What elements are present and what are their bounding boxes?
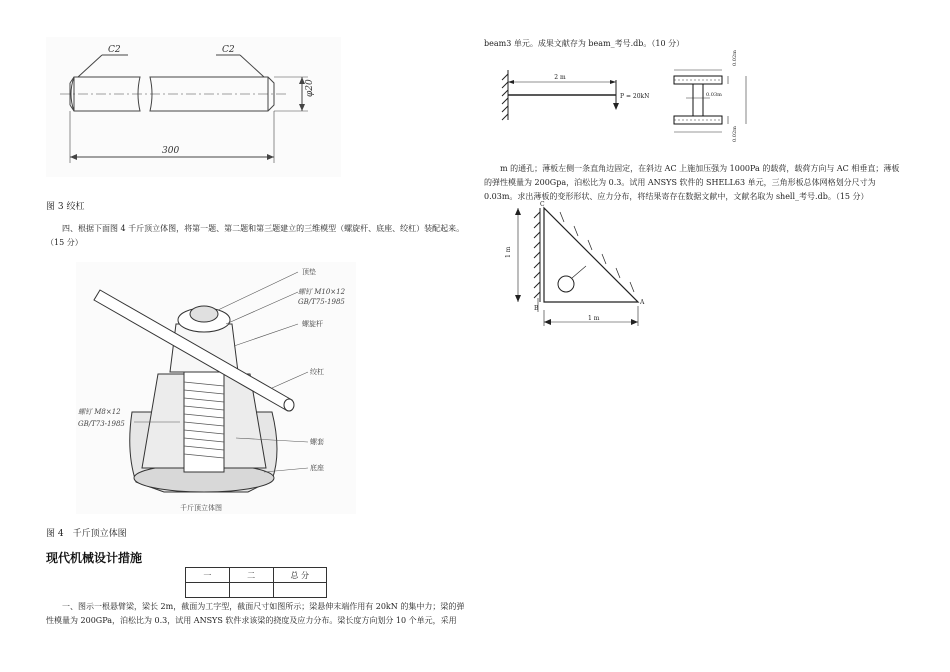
label-tommy-bar: 绞杠	[310, 368, 324, 376]
figure-4-caption: 图 4 千斤顶立体图	[46, 529, 127, 539]
label-base: 底座	[310, 464, 324, 472]
point-b-label: B	[534, 305, 539, 312]
chamfer-left-label: C2	[108, 45, 121, 55]
chamfer-right-label: C2	[222, 45, 235, 55]
label-nut: 螺套	[310, 438, 324, 446]
label-spindle: 螺旋杆	[302, 320, 323, 328]
flange-bottom-label: 0.02m	[732, 126, 738, 142]
beam-figure-svg	[484, 50, 774, 146]
bar-drawing-svg	[46, 37, 341, 177]
diameter-label: φ20	[305, 79, 315, 97]
beam-length-label: 2 m	[554, 74, 566, 81]
width-label: 1 m	[588, 315, 600, 322]
task-4-paragraph: 四、根据下面图 4 千斤顶立体图，将第一题、第二题和第三题建立的三维模型（螺旋杆、底座、绞杠）装配起来。（15 分）	[46, 224, 465, 247]
task-2-paragraph: m 的通孔；薄板左侧一条直角边固定，在斜边 AC 上施加压强为 1000Pa 的载荷，载荷方向与 AC 相垂直；薄板的弹性模量为 200Gpa，泊松比为 0.3。试用 ANSYS 软件的 SHELL63 单元，三角形板总体网格划分尺寸为 0.03m。求出薄板的变形形状、应力分布，将结果寄存在数据文献中，文献名取为 shell_考号.db。（15 分）	[484, 164, 900, 201]
score-col-1: 一	[186, 568, 230, 583]
label-top-pad: 顶垫	[302, 268, 316, 276]
length-label: 300	[162, 146, 180, 156]
height-label: 1 m	[505, 246, 512, 258]
score-cell-1[interactable]	[186, 583, 230, 598]
score-cell-total[interactable]	[273, 583, 326, 598]
section-title: 现代机械设计措施	[46, 551, 143, 565]
figure-4-jack-drawing	[76, 262, 356, 514]
score-col-total: 总 分	[273, 568, 326, 583]
score-cell-2[interactable]	[229, 583, 273, 598]
point-a-label: A	[640, 299, 645, 306]
plate-figure-svg	[498, 198, 668, 330]
score-col-2: 二	[229, 568, 273, 583]
label-screw-m8: 螺钉 M8×12	[78, 408, 121, 416]
figure-3-bar-drawing	[46, 37, 341, 177]
label-screw-m10: 螺钉 M10×12	[298, 288, 346, 296]
score-table-header-row	[186, 568, 327, 583]
point-c-label: C	[540, 201, 545, 208]
web-thickness-label: 0.03m	[706, 92, 722, 98]
score-table	[185, 567, 327, 598]
jack-drawing-svg	[76, 262, 356, 514]
beam-force-label: P = 20kN	[620, 93, 650, 100]
beam-figure	[484, 50, 774, 146]
label-drawing-title: 千斤顶立体图	[180, 504, 222, 512]
flange-top-label: 0.02m	[732, 50, 738, 66]
label-screw-m10-std: GB/T75-1985	[298, 298, 345, 306]
score-table-value-row	[186, 583, 327, 598]
task-1-paragraph: 一、图示一根悬臂梁，梁长 2m，截面为工字型，截面尺寸如图所示；梁悬伸末端作用有 20kN 的集中力；梁的弹性模量为 200GPa，泊松比为 0.3，试用 ANSYS 软件求该梁的挠度及应力分布。梁长度方向划分 10 个单元，采用	[46, 602, 465, 625]
figure-3-caption: 图 3 绞杠	[46, 202, 85, 212]
task-1-continuation: beam3 单元。成果文献存为 beam_考号.db。（10 分）	[484, 39, 685, 48]
plate-figure	[498, 198, 668, 330]
label-screw-m8-std: GB/T73-1985	[78, 420, 125, 428]
